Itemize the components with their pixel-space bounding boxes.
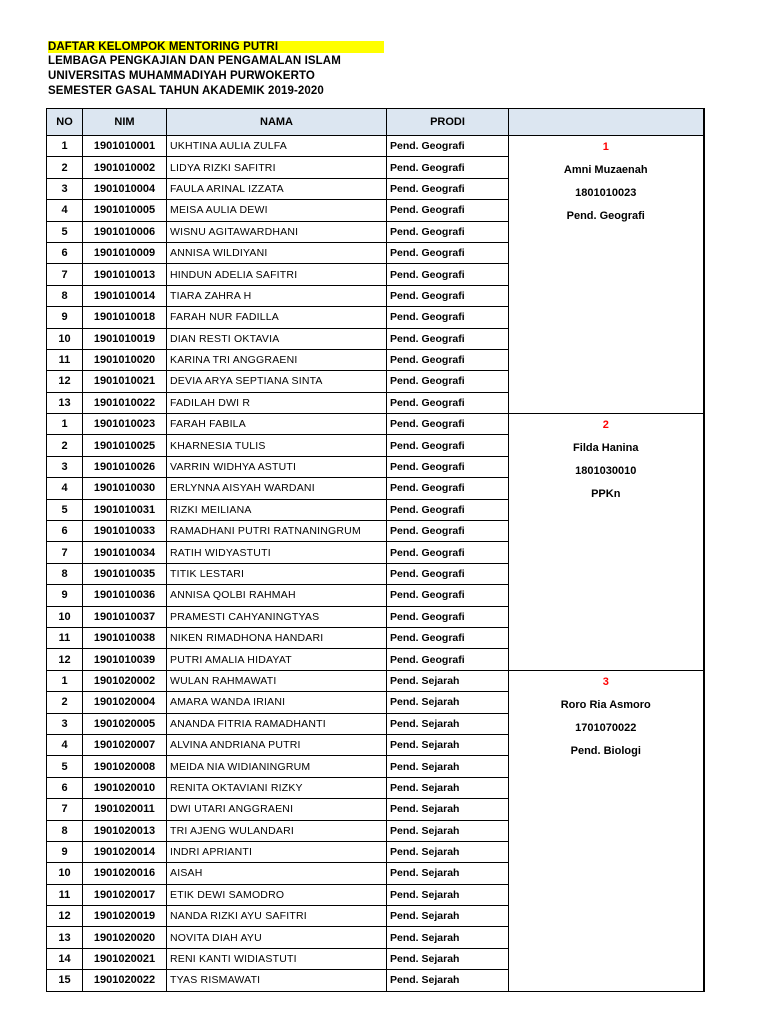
row-no: 5 [47, 499, 83, 520]
row-nim: 1901020016 [83, 863, 167, 884]
mentor-group-number: 1 [602, 141, 609, 153]
row-nim: 1901010022 [83, 392, 167, 413]
header-no: NO [47, 109, 83, 136]
row-nim: 1901020022 [83, 970, 167, 991]
row-prodi: Pend. Sejarah [387, 927, 509, 948]
header-nama: NAMA [167, 109, 387, 136]
row-no: 9 [47, 307, 83, 328]
mentor-nim: 1801030010 [575, 465, 637, 478]
header-prodi: PRODI [387, 109, 509, 136]
row-no: 11 [47, 884, 83, 905]
row-nim: 1901010036 [83, 585, 167, 606]
row-no: 6 [47, 242, 83, 263]
row-prodi: Pend. Geografi [387, 585, 509, 606]
row-no: 7 [47, 542, 83, 563]
row-prodi: Pend. Geografi [387, 649, 509, 670]
row-prodi: Pend. Sejarah [387, 820, 509, 841]
table-body [47, 136, 704, 992]
row-nama: RENI KANTI WIDIASTUTI [167, 948, 387, 969]
row-nama: TIARA ZAHRA H [167, 285, 387, 306]
row-prodi: Pend. Geografi [387, 285, 509, 306]
row-nama: PRAMESTI CAHYANINGTYAS [167, 606, 387, 627]
row-nim: 1901010033 [83, 521, 167, 542]
row-nim: 1901010038 [83, 627, 167, 648]
row-nim: 1901020014 [83, 841, 167, 862]
row-prodi: Pend. Geografi [387, 264, 509, 285]
row-prodi: Pend. Geografi [387, 136, 509, 157]
row-nim: 1901010019 [83, 328, 167, 349]
row-nim: 1901020021 [83, 948, 167, 969]
row-nim: 1901010030 [83, 478, 167, 499]
row-prodi: Pend. Geografi [387, 456, 509, 477]
row-prodi: Pend. Geografi [387, 307, 509, 328]
row-prodi: Pend. Sejarah [387, 970, 509, 991]
row-no: 10 [47, 328, 83, 349]
row-nama: ANANDA FITRIA RAMADHANTI [167, 713, 387, 734]
institution-line: LEMBAGA PENGKAJIAN DAN PENGAMALAN ISLAM [48, 55, 341, 67]
row-prodi: Pend. Geografi [387, 521, 509, 542]
mentor-name: Roro Ria Asmoro [560, 698, 651, 711]
row-nim: 1901010026 [83, 456, 167, 477]
row-nama: RIZKI MEILIANA [167, 499, 387, 520]
semester-line: SEMESTER GASAL TAHUN AKADEMIK 2019-2020 [48, 85, 324, 97]
row-nama: WULAN RAHMAWATI [167, 670, 387, 691]
table-row [47, 136, 704, 157]
table-header-row [47, 109, 704, 136]
row-nim: 1901020004 [83, 692, 167, 713]
row-nama: DWI UTARI ANGGRAENI [167, 799, 387, 820]
row-no: 9 [47, 585, 83, 606]
row-no: 2 [47, 157, 83, 178]
row-prodi: Pend. Sejarah [387, 734, 509, 755]
row-no: 5 [47, 221, 83, 242]
row-no: 13 [47, 927, 83, 948]
row-nim: 1901010039 [83, 649, 167, 670]
table-row [47, 670, 704, 691]
row-nama: FADILAH DWI R [167, 392, 387, 413]
row-nama: TYAS RISMAWATI [167, 970, 387, 991]
row-nim: 1901020020 [83, 927, 167, 948]
row-prodi: Pend. Geografi [387, 478, 509, 499]
row-nama: AISAH [167, 863, 387, 884]
row-no: 7 [47, 264, 83, 285]
header-nim: NIM [83, 109, 167, 136]
row-no: 11 [47, 627, 83, 648]
row-nim: 1901010004 [83, 178, 167, 199]
mentor-prodi: PPKn [591, 488, 621, 501]
row-nim: 1901010023 [83, 414, 167, 435]
row-nim: 1901020019 [83, 906, 167, 927]
row-nim: 1901010035 [83, 563, 167, 584]
row-nama: PUTRI AMALIA HIDAYAT [167, 649, 387, 670]
row-no: 1 [47, 414, 83, 435]
row-nama: MEIDA NIA WIDIANINGRUM [167, 756, 387, 777]
row-nim: 1901010014 [83, 285, 167, 306]
row-prodi: Pend. Geografi [387, 200, 509, 221]
row-nama: KARINA TRI ANGGRAENI [167, 349, 387, 370]
document-title: DAFTAR KELOMPOK MENTORING PUTRI [48, 41, 384, 53]
mentor-cell [509, 136, 704, 414]
mentor-prodi: Pend. Geografi [566, 210, 645, 222]
row-nim: 1901010002 [83, 157, 167, 178]
row-nim: 1901010031 [83, 499, 167, 520]
row-prodi: Pend. Geografi [387, 435, 509, 456]
row-nim: 1901010034 [83, 542, 167, 563]
row-prodi: Pend. Sejarah [387, 884, 509, 905]
row-prodi: Pend. Geografi [387, 499, 509, 520]
mentoring-table [46, 108, 705, 992]
row-prodi: Pend. Geografi [387, 392, 509, 413]
header-mentor [509, 109, 704, 136]
mentor-cell [509, 670, 704, 991]
mentor-name: Amni Muzaenah [563, 164, 648, 176]
row-nama: AMARA WANDA IRIANI [167, 692, 387, 713]
row-no: 12 [47, 371, 83, 392]
row-no: 4 [47, 478, 83, 499]
row-nim: 1901010005 [83, 200, 167, 221]
row-nim: 1901010025 [83, 435, 167, 456]
row-prodi: Pend. Geografi [387, 242, 509, 263]
row-nama: FAULA ARINAL IZZATA [167, 178, 387, 199]
row-nama: TRI AJENG WULANDARI [167, 820, 387, 841]
row-no: 8 [47, 285, 83, 306]
row-nama: NIKEN RIMADHONA HANDARI [167, 627, 387, 648]
row-nim: 1901010021 [83, 371, 167, 392]
row-no: 2 [47, 692, 83, 713]
row-nama: VARRIN WIDHYA ASTUTI [167, 456, 387, 477]
row-no: 10 [47, 863, 83, 884]
row-prodi: Pend. Geografi [387, 221, 509, 242]
row-nim: 1901010009 [83, 242, 167, 263]
row-prodi: Pend. Sejarah [387, 670, 509, 691]
row-nim: 1901020013 [83, 820, 167, 841]
row-nama: ALVINA ANDRIANA PUTRI [167, 734, 387, 755]
row-no: 6 [47, 777, 83, 798]
row-no: 7 [47, 799, 83, 820]
row-nama: RENITA OKTAVIANI RIZKY [167, 777, 387, 798]
row-prodi: Pend. Geografi [387, 542, 509, 563]
table-row [47, 414, 704, 435]
row-nim: 1901010001 [83, 136, 167, 157]
row-nama: ANNISA QOLBI RAHMAH [167, 585, 387, 606]
row-prodi: Pend. Sejarah [387, 948, 509, 969]
row-nama: FARAH FABILA [167, 414, 387, 435]
row-nama: MEISA AULIA DEWI [167, 200, 387, 221]
row-nama: INDRI APRIANTI [167, 841, 387, 862]
row-prodi: Pend. Sejarah [387, 841, 509, 862]
row-prodi: Pend. Sejarah [387, 713, 509, 734]
row-prodi: Pend. Geografi [387, 328, 509, 349]
row-nim: 1901020005 [83, 713, 167, 734]
row-nim: 1901020010 [83, 777, 167, 798]
row-prodi: Pend. Geografi [387, 349, 509, 370]
row-prodi: Pend. Geografi [387, 627, 509, 648]
row-no: 12 [47, 906, 83, 927]
row-nama: ETIK DEWI SAMODRO [167, 884, 387, 905]
university-line: UNIVERSITAS MUHAMMADIYAH PURWOKERTO [48, 70, 315, 82]
row-no: 13 [47, 392, 83, 413]
row-no: 9 [47, 841, 83, 862]
row-no: 3 [47, 456, 83, 477]
row-no: 4 [47, 734, 83, 755]
mentor-nim: 1801010023 [575, 187, 637, 199]
row-nim: 1901020008 [83, 756, 167, 777]
row-prodi: Pend. Geografi [387, 157, 509, 178]
row-prodi: Pend. Geografi [387, 563, 509, 584]
mentor-prodi: Pend. Biologi [570, 744, 641, 757]
row-no: 8 [47, 820, 83, 841]
row-nama: RATIH WIDYASTUTI [167, 542, 387, 563]
row-no: 12 [47, 649, 83, 670]
row-no: 3 [47, 713, 83, 734]
row-nama: RAMADHANI PUTRI RATNANINGRUM [167, 521, 387, 542]
row-no: 10 [47, 606, 83, 627]
row-no: 4 [47, 200, 83, 221]
row-nama: NOVITA DIAH AYU [167, 927, 387, 948]
row-nim: 1901020007 [83, 734, 167, 755]
row-no: 1 [47, 670, 83, 691]
row-nama: DEVIA ARYA SEPTIANA SINTA [167, 371, 387, 392]
row-prodi: Pend. Sejarah [387, 799, 509, 820]
row-no: 5 [47, 756, 83, 777]
row-no: 1 [47, 136, 83, 157]
row-nim: 1901020011 [83, 799, 167, 820]
row-nama: LIDYA RIZKI SAFITRI [167, 157, 387, 178]
row-prodi: Pend. Sejarah [387, 692, 509, 713]
row-no: 15 [47, 970, 83, 991]
mentor-group-number: 2 [602, 419, 609, 432]
row-no: 6 [47, 521, 83, 542]
row-prodi: Pend. Geografi [387, 414, 509, 435]
row-nim: 1901010018 [83, 307, 167, 328]
row-nim: 1901010006 [83, 221, 167, 242]
mentor-nim: 1701070022 [575, 721, 637, 734]
row-nama: ANNISA WILDIYANI [167, 242, 387, 263]
row-prodi: Pend. Sejarah [387, 777, 509, 798]
row-nama: TITIK LESTARI [167, 563, 387, 584]
row-prodi: Pend. Geografi [387, 178, 509, 199]
row-prodi: Pend. Geografi [387, 606, 509, 627]
row-nim: 1901010020 [83, 349, 167, 370]
row-nama: FARAH NUR FADILLA [167, 307, 387, 328]
row-prodi: Pend. Geografi [387, 371, 509, 392]
row-nama: ERLYNNA AISYAH WARDANI [167, 478, 387, 499]
row-nim: 1901020017 [83, 884, 167, 905]
row-prodi: Pend. Sejarah [387, 756, 509, 777]
row-no: 2 [47, 435, 83, 456]
mentor-cell [509, 414, 704, 671]
row-no: 8 [47, 563, 83, 584]
row-prodi: Pend. Sejarah [387, 863, 509, 884]
row-nim: 1901010013 [83, 264, 167, 285]
row-nim: 1901010037 [83, 606, 167, 627]
mentor-group-number: 3 [602, 675, 609, 688]
row-nama: WISNU AGITAWARDHANI [167, 221, 387, 242]
row-nama: HINDUN ADELIA SAFITRI [167, 264, 387, 285]
row-nim: 1901020002 [83, 670, 167, 691]
row-no: 3 [47, 178, 83, 199]
row-no: 14 [47, 948, 83, 969]
row-nama: NANDA RIZKI AYU SAFITRI [167, 906, 387, 927]
mentor-name: Filda Hanina [573, 442, 639, 455]
row-nama: UKHTINA AULIA ZULFA [167, 136, 387, 157]
row-nama: DIAN RESTI OKTAVIA [167, 328, 387, 349]
row-nama: KHARNESIA TULIS [167, 435, 387, 456]
row-prodi: Pend. Sejarah [387, 906, 509, 927]
row-no: 11 [47, 349, 83, 370]
